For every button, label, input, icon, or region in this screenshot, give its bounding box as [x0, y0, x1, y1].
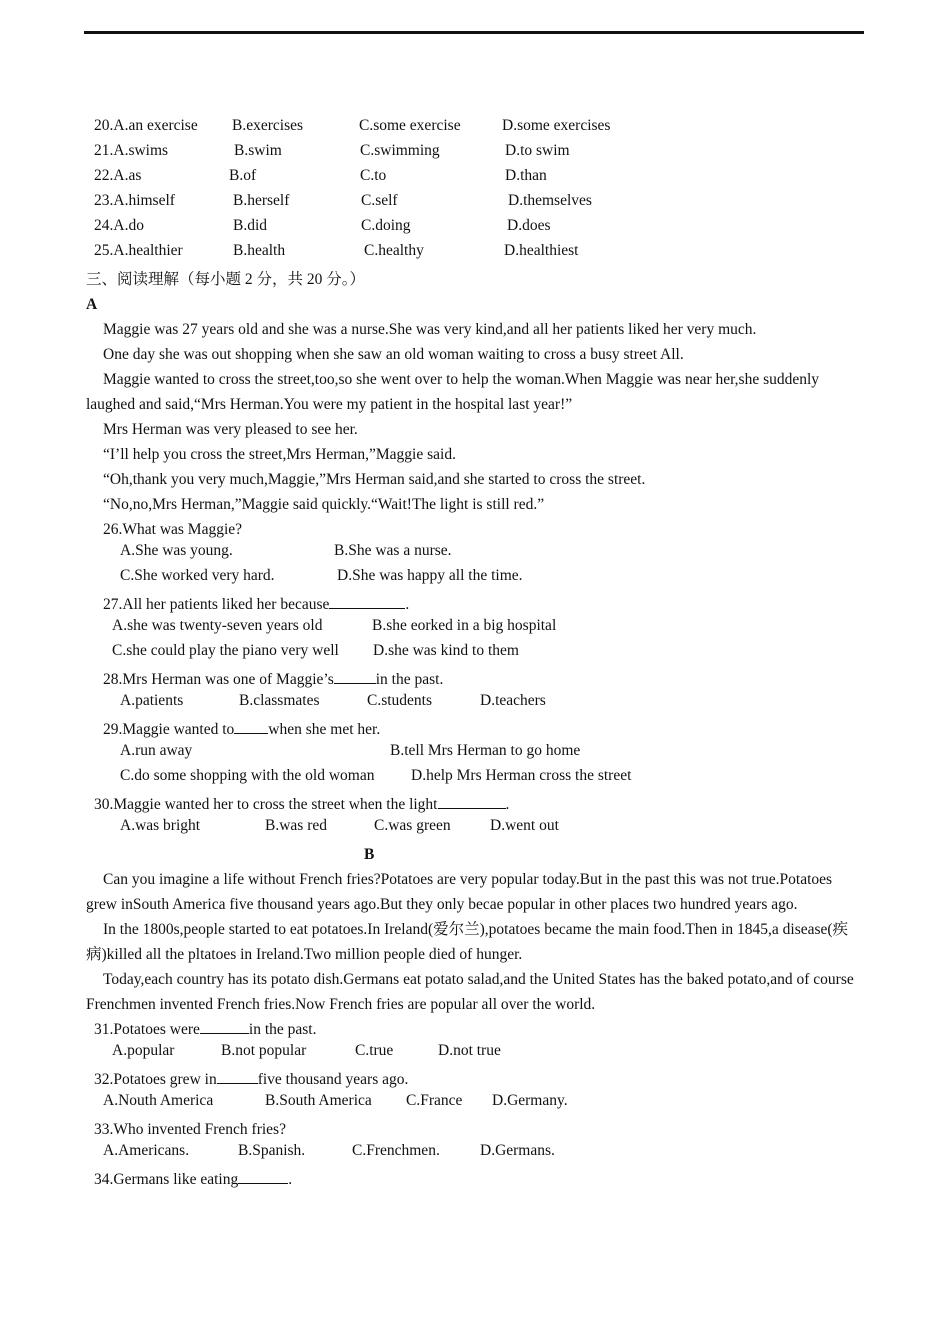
option-b: B.Spanish.	[238, 1142, 306, 1159]
option-d: D.She was happy all the time.	[337, 567, 523, 584]
question-28	[86, 667, 866, 692]
answer-blank	[334, 667, 376, 684]
cloze-options-20	[86, 117, 866, 142]
option-d: D.healthiest	[504, 242, 579, 259]
option-d: D.she was kind to them	[373, 642, 519, 659]
answer-blank	[200, 1017, 249, 1034]
option-d: D.does	[507, 217, 551, 234]
option-d: D.than	[505, 167, 547, 184]
answer-blank	[217, 1067, 258, 1084]
option-a: A.was bright	[120, 817, 201, 834]
question-30	[86, 792, 866, 817]
question-stem: 30.Maggie wanted her to cross the street when the light	[94, 796, 438, 813]
question-29-options-row2	[86, 767, 866, 792]
option-c: C.true	[355, 1042, 394, 1059]
option-c: C.was green	[374, 817, 451, 834]
question-27-options-row2	[86, 642, 866, 667]
passage-b-paragraph: Today,each country has its potato dish.Germans eat potato salad,and the United States has the baked potato,and of course Frenchmen invented French fries.Now French fries are popular all over the world.	[86, 971, 854, 1013]
option-b: B.health	[233, 242, 286, 259]
option-d: D.teachers	[480, 692, 546, 709]
question-stem-end: when she met her.	[268, 721, 381, 738]
passage-a-paragraph: Maggie was 27 years old and she was a nurse.She was very kind,and all her patients liked her very much.	[103, 321, 757, 338]
option-c: C.swimming	[360, 142, 440, 159]
option-a: A.Nouth America	[103, 1092, 214, 1109]
answer-blank	[234, 717, 268, 734]
option-b: B.she eorked in a big hospital	[372, 617, 557, 634]
question-stem: 31.Potatoes were	[94, 1021, 200, 1038]
question-26-options-row1	[86, 542, 866, 567]
option-b: B.swim	[234, 142, 282, 159]
option-d: D.help Mrs Herman cross the street	[411, 767, 632, 784]
question-stem: 34.Germans like eating	[94, 1171, 239, 1188]
option-b: B.exercises	[232, 117, 304, 134]
option-a: A.popular	[112, 1042, 175, 1059]
option-d: D.themselves	[508, 192, 592, 209]
question-stem: 28.Mrs Herman was one of Maggie’s	[103, 671, 334, 688]
option-c: C.to	[360, 167, 387, 184]
passage-b-paragraph: In the 1800s,people started to eat potatoes.In Ireland(爱尔兰),potatoes became the main food.Then in 1845,a disease(疾病)killed all the pltatoes in Ireland.Two million people died of hunger.	[86, 921, 849, 963]
option-c: C.do some shopping with the old woman	[120, 767, 375, 784]
option-a: A.Americans.	[103, 1142, 190, 1159]
option-b: B.of	[229, 167, 257, 184]
cloze-options-22	[86, 167, 866, 192]
option-b: B.South America	[265, 1092, 372, 1109]
option-a: A.patients	[120, 692, 184, 709]
question-29-options-row1	[86, 742, 866, 767]
question-30-options	[86, 817, 866, 842]
option-b: B.classmates	[239, 692, 320, 709]
question-32	[86, 1067, 866, 1092]
passage-a-paragraph: One day she was out shopping when she saw an old woman waiting to cross a busy street All.	[103, 346, 684, 363]
option-a: 23.A.himself	[94, 192, 175, 209]
option-a: 22.A.as	[94, 167, 142, 184]
option-c: C.she could play the piano very well	[112, 642, 339, 659]
question-stem-end: .	[288, 1171, 293, 1188]
question-stem-end: in the past.	[375, 671, 444, 688]
question-32-options	[86, 1092, 866, 1117]
cloze-options-23	[86, 192, 866, 217]
option-d: D.to swim	[505, 142, 570, 159]
question-stem-end: .	[505, 796, 510, 813]
option-d: D.went out	[490, 817, 559, 834]
option-c: C.self	[361, 192, 398, 209]
question-stem-end: in the past.	[248, 1021, 317, 1038]
option-b: B.not popular	[221, 1042, 307, 1059]
passage-a-paragraph: Maggie wanted to cross the street,too,so she went over to help the woman.When Maggie was near her,she suddenly laughed and said,“Mrs Herman.You were my patient in the hospital last year!”	[86, 371, 820, 413]
option-d: D.some exercises	[502, 117, 611, 134]
option-a: A.she was twenty-seven years old	[112, 617, 323, 634]
option-d: D.Germany.	[492, 1092, 568, 1109]
cloze-options-21	[86, 142, 866, 167]
option-c: C.She worked very hard.	[120, 567, 275, 584]
option-d: D.not true	[438, 1042, 501, 1059]
question-27	[86, 592, 866, 617]
option-b: B.tell Mrs Herman to go home	[390, 742, 581, 759]
question-29	[86, 717, 866, 742]
top-rule	[84, 31, 864, 34]
option-c: C.doing	[361, 217, 411, 234]
question-34	[86, 1167, 866, 1192]
option-a: A.run away	[120, 742, 193, 759]
answer-blank	[438, 792, 506, 809]
answer-blank	[238, 1167, 288, 1184]
option-a: 20.A.an exercise	[94, 117, 198, 134]
passage-a-paragraph: “I’ll help you cross the street,Mrs Herman,”Maggie said.	[103, 446, 456, 463]
answer-blank	[329, 592, 405, 609]
option-b: B.herself	[233, 192, 290, 209]
question-27-options-row1	[86, 617, 866, 642]
option-b: B.was red	[265, 817, 327, 834]
option-a: 24.A.do	[94, 217, 144, 234]
option-a: A.She was young.	[120, 542, 233, 559]
question-28-options	[86, 692, 866, 717]
option-c: C.students	[367, 692, 433, 709]
passage-a-paragraph: Mrs Herman was very pleased to see her.	[103, 421, 358, 438]
passage-b-label: B	[364, 846, 375, 863]
question-31	[86, 1017, 866, 1042]
question-26: 26.What was Maggie?	[103, 521, 243, 538]
question-stem: 29.Maggie wanted to	[103, 721, 235, 738]
passage-a-label: A	[86, 296, 98, 313]
passage-a-paragraph: “Oh,thank you very much,Maggie,”Mrs Herman said,and she started to cross the street.	[103, 471, 646, 488]
question-stem-end: .	[405, 596, 410, 613]
passage-a-paragraph: “No,no,Mrs Herman,”Maggie said quickly.“Wait!The light is still red.”	[103, 496, 545, 513]
question-33-options	[86, 1142, 866, 1167]
section-title: 三、阅读理解（每小题 2 分，共 20 分。）	[86, 271, 366, 288]
cloze-options-24	[86, 217, 866, 242]
option-c: C.some exercise	[359, 117, 461, 134]
question-33: 33.Who invented French fries?	[94, 1121, 286, 1138]
option-b: B.She was a nurse.	[334, 542, 452, 559]
option-c: C.France	[406, 1092, 463, 1109]
option-c: C.healthy	[364, 242, 424, 259]
passage-b-paragraph: Can you imagine a life without French fries?Potatoes are very popular today.But in the past this was not true.Potatoes grew inSouth America five thousand years ago.But they only becae popular in other places two hundred years ago.	[86, 871, 833, 913]
option-b: B.did	[233, 217, 268, 234]
option-a: 21.A.swims	[94, 142, 169, 159]
question-stem-end: five thousand years ago.	[257, 1071, 409, 1088]
question-stem: 27.All her patients liked her because	[103, 596, 330, 613]
cloze-options-25	[86, 242, 866, 267]
question-31-options	[86, 1042, 866, 1067]
question-26-options-row2	[86, 567, 866, 592]
option-c: C.Frenchmen.	[352, 1142, 440, 1159]
option-a: 25.A.healthier	[94, 242, 183, 259]
question-stem: 32.Potatoes grew in	[94, 1071, 217, 1088]
option-d: D.Germans.	[480, 1142, 555, 1159]
exam-page	[86, 117, 866, 1192]
